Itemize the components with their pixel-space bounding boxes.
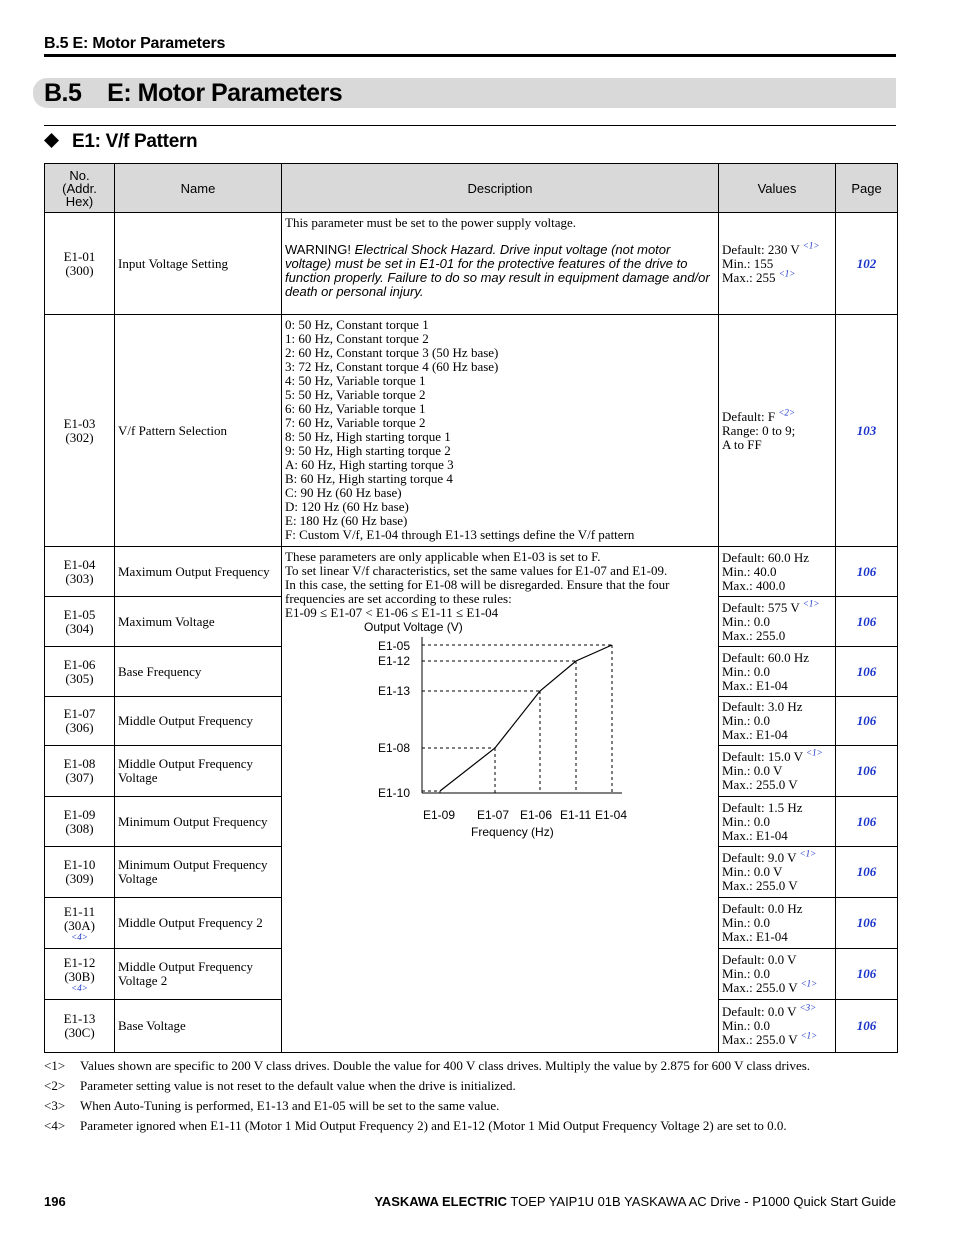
page-link[interactable]: 106 bbox=[836, 949, 898, 1000]
table-row bbox=[45, 547, 898, 597]
page-link[interactable]: 106 bbox=[836, 547, 898, 597]
vf-pattern-graph bbox=[282, 619, 719, 839]
footnote: <2> Parameter setting value is not reset to the default value when the drive is initialized. bbox=[44, 1078, 516, 1093]
footnote: <4> Parameter ignored when E1-11 (Motor 1 Mid Output Frequency 2) and E1-12 (Motor 1 Mid Output Frequency Voltage 2) are set to 0.0. bbox=[44, 1118, 787, 1133]
header-no: No. (Addr. Hex) bbox=[45, 164, 115, 213]
warning-text: Electrical Shock Hazard. Drive input voltage (not motor voltage) must be set in E1-01 for the protective features of the drive to function properly. Failure to do so may result in equipment damage and/or death or personal injury. bbox=[285, 242, 710, 299]
subsection-title: E1: V/f Pattern bbox=[72, 131, 198, 152]
vf-curve bbox=[440, 645, 612, 791]
table-header-row bbox=[45, 164, 898, 213]
param-values: Default: 60.0 Hz Min.: 0.0 Max.: E1-04 bbox=[719, 647, 836, 697]
param-values: Default: 575 V $^{<1>}$ Min.: 0.0 Max.: 255.0 bbox=[719, 597, 836, 647]
graph-y-label: E1-12 bbox=[378, 654, 411, 668]
param-values: Default: 0.0 V $^{<3>}$ Min.: 0.0 Max.: 255.0 V $^{<1>}$ bbox=[719, 1000, 836, 1053]
param-values: Default: 0.0 V Min.: 0.0 Max.: 255.0 V $^{<1>}$ bbox=[719, 949, 836, 1000]
header-rule bbox=[44, 54, 896, 57]
param-values: Default: 9.0 V $^{<1>}$ Min.: 0.0 V Max.: 255.0 V bbox=[719, 847, 836, 898]
graph-y-label: E1-08 bbox=[378, 741, 411, 755]
param-no: E1-08 (307) bbox=[45, 746, 115, 797]
header-values: Values bbox=[719, 164, 836, 213]
param-name: Middle Output Frequency Voltage bbox=[115, 746, 282, 797]
page-link[interactable]: 106 bbox=[836, 647, 898, 697]
graph-y-axis-title: Output Voltage (V) bbox=[364, 620, 463, 634]
section-rule bbox=[44, 125, 896, 126]
parameter-table bbox=[44, 163, 898, 1053]
graph-x-label: E1-06 bbox=[520, 808, 553, 822]
graph-x-label: E1-07 bbox=[477, 808, 510, 822]
param-name: Middle Output Frequency 2 bbox=[115, 898, 282, 949]
param-no: E1-13 (30C) bbox=[45, 1000, 115, 1053]
param-name: V/f Pattern Selection bbox=[115, 315, 282, 547]
param-name: Maximum Output Frequency bbox=[115, 547, 282, 597]
param-description: 0: 50 Hz, Constant torque 1 1: 60 Hz, Constant torque 2 2: 60 Hz, Constant torque 3 (50 Hz base) 3: 72 Hz, Constant torque 4 (60 Hz base) 4: 50 Hz, Variable torque 1 5: 50 Hz, Variable torque 2 6: 60 Hz, Variable torque 1 7: 60 Hz, Variable torque 2 8: 50 Hz, High starting torque 1 9: 50 Hz, High starting torque 2 A: 60 Hz, High starting torque 3 B: 60 Hz, High starting torque 4 C: 90 Hz (60 Hz base) D: 120 Hz (60 Hz base) E: 180 Hz (60 Hz base) F: Custom V/f, E1-04 through E1-13 settings define the V/f pattern bbox=[282, 315, 719, 547]
param-name: Middle Output Frequency Voltage 2 bbox=[115, 949, 282, 1000]
footnote: <3> When Auto-Tuning is performed, E1-13 and E1-05 will be set to the same value. bbox=[44, 1098, 500, 1113]
param-no: E1-05 (304) bbox=[45, 597, 115, 647]
param-name: Minimum Output Frequency bbox=[115, 797, 282, 847]
graph-y-label: E1-05 bbox=[378, 639, 411, 653]
param-name: Input Voltage Setting bbox=[115, 213, 282, 315]
table-row bbox=[45, 213, 898, 315]
param-no: E1-09 (308) bbox=[45, 797, 115, 847]
param-values: Default: 230 V $^{<1>}$ Min.: 155 Max.: 255 $^{<1>}$ bbox=[719, 213, 836, 315]
page-link[interactable]: 102 bbox=[836, 213, 898, 315]
graph-y-label: E1-13 bbox=[378, 684, 411, 698]
page-link[interactable]: 106 bbox=[836, 847, 898, 898]
page-link[interactable]: 106 bbox=[836, 597, 898, 647]
param-no: E1-10 (309) bbox=[45, 847, 115, 898]
param-name: Base Voltage bbox=[115, 1000, 282, 1053]
param-description-shared: These parameters are only applicable when E1-03 is set to F. To set linear V/f characteristics, set the same values for E1-07 and E1-09. In this case, the setting for E1-08 will be disregarded. Ensure that the four frequencies are set according to these rules: E1-09 ≤ E1-07 < E1-06 ≤ E1-11 ≤ E1-04 Output Voltage (V) E1-05 E1-12 E1-13 E1-08 E1-10 E1-09 E1-07 E1-06 E1-11 E1-04 Frequency (Hz) bbox=[282, 547, 719, 1053]
page-link[interactable]: 106 bbox=[836, 898, 898, 949]
header-page: Page bbox=[836, 164, 898, 213]
header-name: Name bbox=[115, 164, 282, 213]
diamond-bullet-icon bbox=[44, 133, 59, 148]
param-name: Base Frequency bbox=[115, 647, 282, 697]
footnote: <1> Values shown are specific to 200 V class drives. Double the value for 400 V class drives. Multiply the value by 2.875 for 600 V class drives. bbox=[44, 1058, 811, 1073]
page-link[interactable]: 106 bbox=[836, 797, 898, 847]
page-number: 196 bbox=[44, 1194, 66, 1209]
warning-label: WARNING! bbox=[285, 242, 351, 257]
table-row bbox=[45, 315, 898, 547]
section-title: B.5 E: Motor Parameters bbox=[44, 79, 343, 107]
param-no: E1-12 (30B) <4> bbox=[45, 949, 115, 1000]
param-name: Minimum Output Frequency Voltage bbox=[115, 847, 282, 898]
param-values: Default: F $^{<2>}$ Range: 0 to 9; A to FF bbox=[719, 315, 836, 547]
param-no: E1-01 (300) bbox=[45, 213, 115, 315]
param-no: E1-06 (305) bbox=[45, 647, 115, 697]
param-values: Default: 0.0 Hz Min.: 0.0 Max.: E1-04 bbox=[719, 898, 836, 949]
running-header: B.5 E: Motor Parameters bbox=[44, 35, 226, 52]
page-link[interactable]: 106 bbox=[836, 746, 898, 797]
graph-x-label: E1-04 bbox=[595, 808, 628, 822]
page-link[interactable]: 106 bbox=[836, 1000, 898, 1053]
graph-x-axis-title: Frequency (Hz) bbox=[471, 825, 554, 839]
param-no: E1-03 (302) bbox=[45, 315, 115, 547]
graph-x-label: E1-09 bbox=[423, 808, 456, 822]
param-values: Default: 60.0 Hz Min.: 40.0 Max.: 400.0 bbox=[719, 547, 836, 597]
graph-y-label: E1-10 bbox=[378, 786, 411, 800]
param-no: E1-04 (303) bbox=[45, 547, 115, 597]
param-values: Default: 3.0 Hz Min.: 0.0 Max.: E1-04 bbox=[719, 697, 836, 746]
param-name: Maximum Voltage bbox=[115, 597, 282, 647]
footer-doc-info: YASKAWA ELECTRIC TOEP YAIP1U 01B YASKAWA AC Drive - P1000 Quick Start Guide bbox=[374, 1194, 896, 1209]
graph-x-label: E1-11 bbox=[560, 808, 592, 822]
page-link[interactable]: 103 bbox=[836, 315, 898, 547]
param-values: Default: 15.0 V $^{<1>}$ Min.: 0.0 V Max.: 255.0 V bbox=[719, 746, 836, 797]
graph-guides bbox=[422, 645, 612, 793]
param-no: E1-07 (306) bbox=[45, 697, 115, 746]
param-description: This parameter must be set to the power supply voltage. WARNING! Electrical Shock Hazard. Drive input voltage (not motor voltage) must be set in E1-01 for the protective features of the drive to function properly. Failure to do so may result in equipment damage and/or death or personal injury. bbox=[282, 213, 719, 315]
param-no: E1-11 (30A) <4> bbox=[45, 898, 115, 949]
header-description: Description bbox=[282, 164, 719, 213]
param-values: Default: 1.5 Hz Min.: 0.0 Max.: E1-04 bbox=[719, 797, 836, 847]
page-link[interactable]: 106 bbox=[836, 697, 898, 746]
param-name: Middle Output Frequency bbox=[115, 697, 282, 746]
